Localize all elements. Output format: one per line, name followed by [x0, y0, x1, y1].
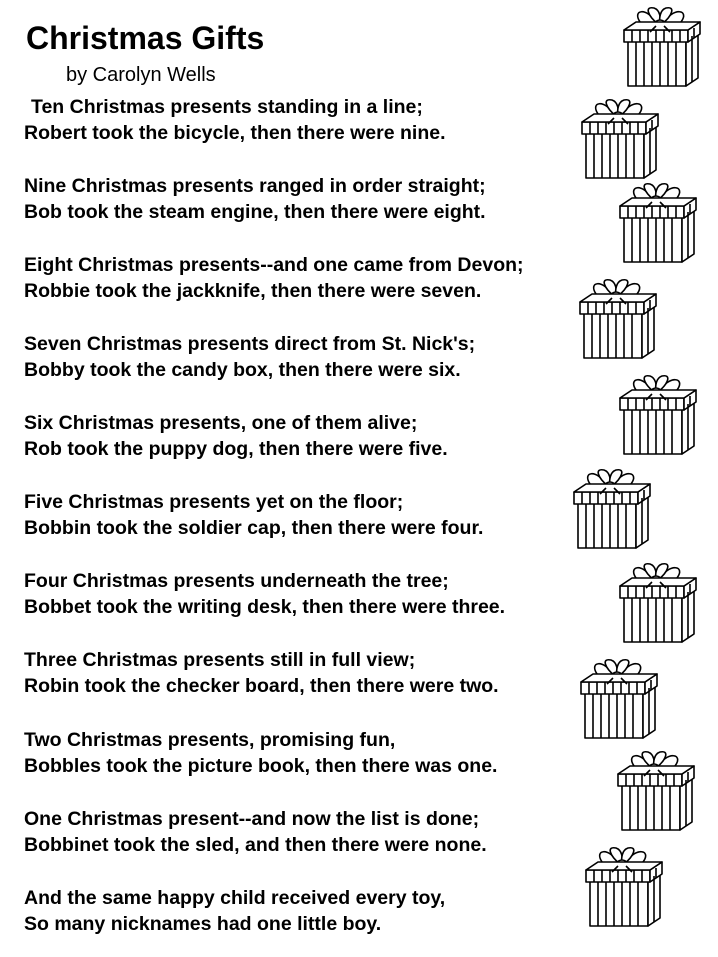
stanza-line: Nine Christmas presents ranged in order straight;: [24, 175, 486, 197]
stanza-line: Bobbles took the picture book, then there was one.: [24, 755, 498, 777]
stanza-line: Ten Christmas presents standing in a line;: [31, 96, 423, 118]
gift-box-icon: [580, 842, 666, 930]
gift-box-icon: [568, 464, 654, 552]
stanza-line: Two Christmas presents, promising fun,: [24, 729, 396, 751]
gift-box-icon: [614, 558, 700, 646]
gift-box-icon: [574, 274, 660, 362]
stanza-line: Robbie took the jackknife, then there were seven.: [24, 280, 482, 302]
stanza-line: Eight Christmas presents--and one came from Devon;: [24, 254, 524, 276]
stanza: [24, 252, 594, 304]
stanza-line: Bobbet took the writing desk, then there were three.: [24, 596, 506, 618]
stanza-line: Bobbinet took the sled, and then there were none.: [24, 834, 487, 856]
stanza-line: Five Christmas presents yet on the floor;: [24, 491, 404, 513]
stanza: [24, 489, 594, 541]
gift-box-icon: [612, 746, 698, 834]
stanza-line: Four Christmas presents underneath the tree;: [24, 570, 449, 592]
poem-author: by Carolyn Wells: [66, 64, 216, 86]
stanza-line: Seven Christmas presents direct from St. Nick's;: [24, 333, 476, 355]
poem-title: Christmas Gifts: [26, 20, 265, 56]
stanza-line: Six Christmas presents, one of them alive;: [24, 412, 418, 434]
stanza: [24, 410, 594, 462]
gift-box-icon: [618, 2, 704, 90]
stanza-line: Bobbin took the soldier cap, then there were four.: [24, 517, 484, 539]
stanza-line: Robert took the bicycle, then there were nine.: [24, 122, 446, 144]
stanza: [24, 885, 594, 937]
stanza-line: Rob took the puppy dog, then there were five.: [24, 438, 448, 460]
stanza: [24, 647, 594, 699]
stanza: [24, 727, 594, 779]
stanza: [24, 94, 594, 146]
stanza: [24, 173, 594, 225]
stanza-line: Robin took the checker board, then there were two.: [24, 675, 499, 697]
stanza-line: Bobby took the candy box, then there were six.: [24, 359, 461, 381]
gift-box-icon: [576, 94, 662, 182]
stanza: [24, 806, 594, 858]
stanza: [24, 568, 594, 620]
stanza-line: Three Christmas presents still in full view;: [24, 649, 416, 671]
stanza-line: And the same happy child received every toy,: [24, 887, 446, 909]
stanza: [24, 331, 594, 383]
gift-box-icon: [614, 178, 700, 266]
stanza-line: Bob took the steam engine, then there were eight.: [24, 201, 486, 223]
stanza-line: One Christmas present--and now the list is done;: [24, 808, 480, 830]
stanza-line: So many nicknames had one little boy.: [24, 913, 382, 935]
gift-box-icon: [575, 654, 661, 742]
gift-box-icon: [614, 370, 700, 458]
